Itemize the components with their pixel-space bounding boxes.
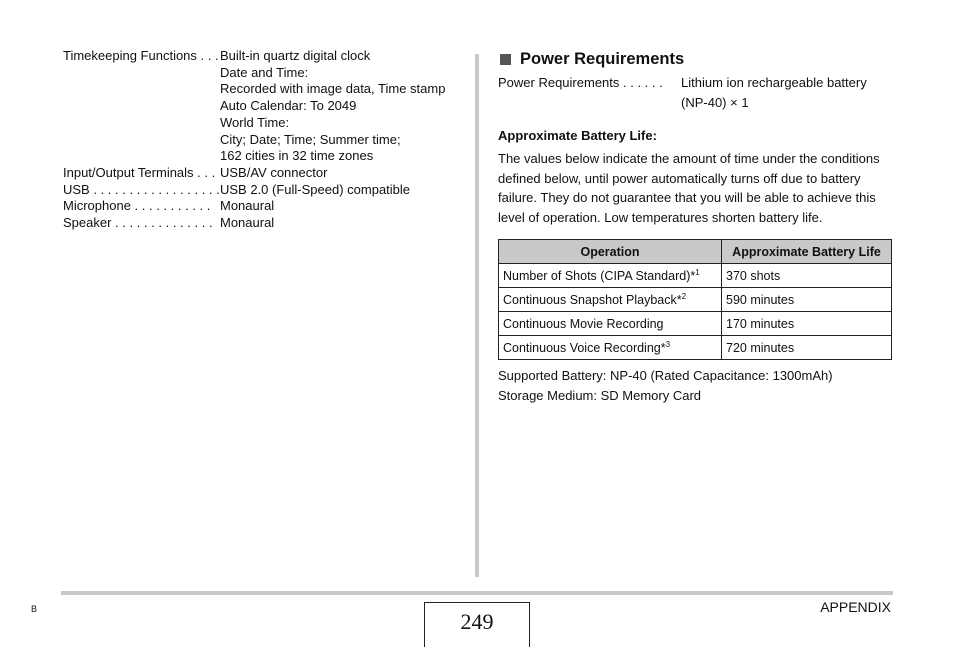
power-requirements-row xyxy=(498,73,892,112)
header-operation: Operation xyxy=(499,240,722,264)
battery-life-cell: 720 minutes xyxy=(722,336,892,360)
operation-text: Number of Shots (CIPA Standard)* xyxy=(503,269,696,284)
spec-label xyxy=(63,115,220,132)
battery-life-heading: Approximate Battery Life: xyxy=(498,128,657,143)
spec-label xyxy=(63,81,220,98)
battery-life-cell: 370 shots xyxy=(722,264,892,288)
table-row xyxy=(499,288,892,312)
table-header-row xyxy=(499,240,892,264)
spec-row xyxy=(63,115,463,132)
supported-battery-note: Supported Battery: NP-40 (Rated Capacitance: 1300mAh) xyxy=(498,368,833,384)
section-title: Power Requirements xyxy=(520,49,685,68)
power-value-line-1: Lithium ion rechargeable battery xyxy=(681,75,867,90)
spec-label: Speaker . . . . . . . . . . . . . . xyxy=(63,215,213,231)
operation-cell xyxy=(499,336,722,360)
operation-text: Continuous Voice Recording* xyxy=(503,341,666,356)
battery-life-table xyxy=(498,239,892,360)
storage-medium-note: Storage Medium: SD Memory Card xyxy=(498,387,702,403)
footer-divider xyxy=(61,591,893,595)
table-row xyxy=(499,336,892,360)
header-battery-life: Approximate Battery Life xyxy=(722,240,892,264)
section-heading xyxy=(498,48,892,70)
battery-life-cell: 170 minutes xyxy=(722,312,892,336)
spec-row xyxy=(63,65,463,82)
spec-label xyxy=(63,132,220,149)
spec-value: USB/AV connector xyxy=(220,164,328,180)
spec-row xyxy=(63,198,463,215)
spec-value: Recorded with image data, Time stamp xyxy=(220,81,446,97)
spec-value: City; Date; Time; Summer time; xyxy=(220,131,401,147)
page-mark: B xyxy=(31,604,38,614)
square-bullet-icon xyxy=(500,54,511,65)
spec-value: Date and Time: xyxy=(220,64,309,80)
operation-text: Continuous Snapshot Playback* xyxy=(503,293,682,308)
specs-list xyxy=(63,48,463,232)
page-number: 249 xyxy=(424,602,530,647)
footnote-marker: 3 xyxy=(665,340,671,350)
operation-text: Continuous Movie Recording xyxy=(503,316,664,331)
power-value xyxy=(681,73,892,112)
spec-value: USB 2.0 (Full-Speed) compatible xyxy=(220,181,411,197)
spec-value: 162 cities in 32 time zones xyxy=(220,148,374,164)
column-divider xyxy=(475,54,479,577)
footnote-marker: 1 xyxy=(695,268,700,278)
spec-value: Monaural xyxy=(220,198,275,214)
battery-life-cell: 590 minutes xyxy=(722,288,892,312)
power-value-line-2: (NP-40) × 1 xyxy=(681,94,749,110)
operation-cell xyxy=(499,264,722,288)
spec-row xyxy=(63,132,463,149)
table-row xyxy=(499,264,892,288)
spec-label: USB . . . . . . . . . . . . . . . . . . xyxy=(63,181,220,197)
spec-row xyxy=(63,148,463,165)
spec-row xyxy=(63,182,463,199)
footer-notes xyxy=(498,366,892,405)
spec-label xyxy=(63,98,220,115)
spec-row xyxy=(63,81,463,98)
spec-row xyxy=(63,98,463,115)
operation-cell xyxy=(499,288,722,312)
spec-row xyxy=(63,165,463,182)
spec-label: Microphone . . . . . . . . . . . xyxy=(63,198,211,214)
spec-label xyxy=(63,148,220,165)
spec-value: Auto Calendar: To 2049 xyxy=(220,98,357,114)
spec-label: Timekeeping Functions . . . xyxy=(63,48,219,63)
spec-row xyxy=(63,48,463,65)
spec-label xyxy=(63,65,220,82)
spec-value: Monaural xyxy=(220,215,275,231)
section-label: APPENDIX xyxy=(820,599,891,615)
footnote-marker: 2 xyxy=(681,292,687,302)
power-requirements-section xyxy=(498,48,892,405)
spec-row xyxy=(63,215,463,232)
spec-label: Input/Output Terminals . . . xyxy=(63,164,216,180)
spec-value: World Time: xyxy=(220,114,290,130)
operation-cell xyxy=(499,312,722,336)
table-row xyxy=(499,312,892,336)
spec-value: Built-in quartz digital clock xyxy=(220,48,371,63)
battery-life-paragraph: The values below indicate the amount of time under the conditions defined below, until power automatically turns off due to battery failure. They do not guarantee that you will be able to achieve this level of operation. Low temperatures shorten battery life. xyxy=(498,151,880,225)
power-label: Power Requirements . . . . . . xyxy=(498,75,663,90)
